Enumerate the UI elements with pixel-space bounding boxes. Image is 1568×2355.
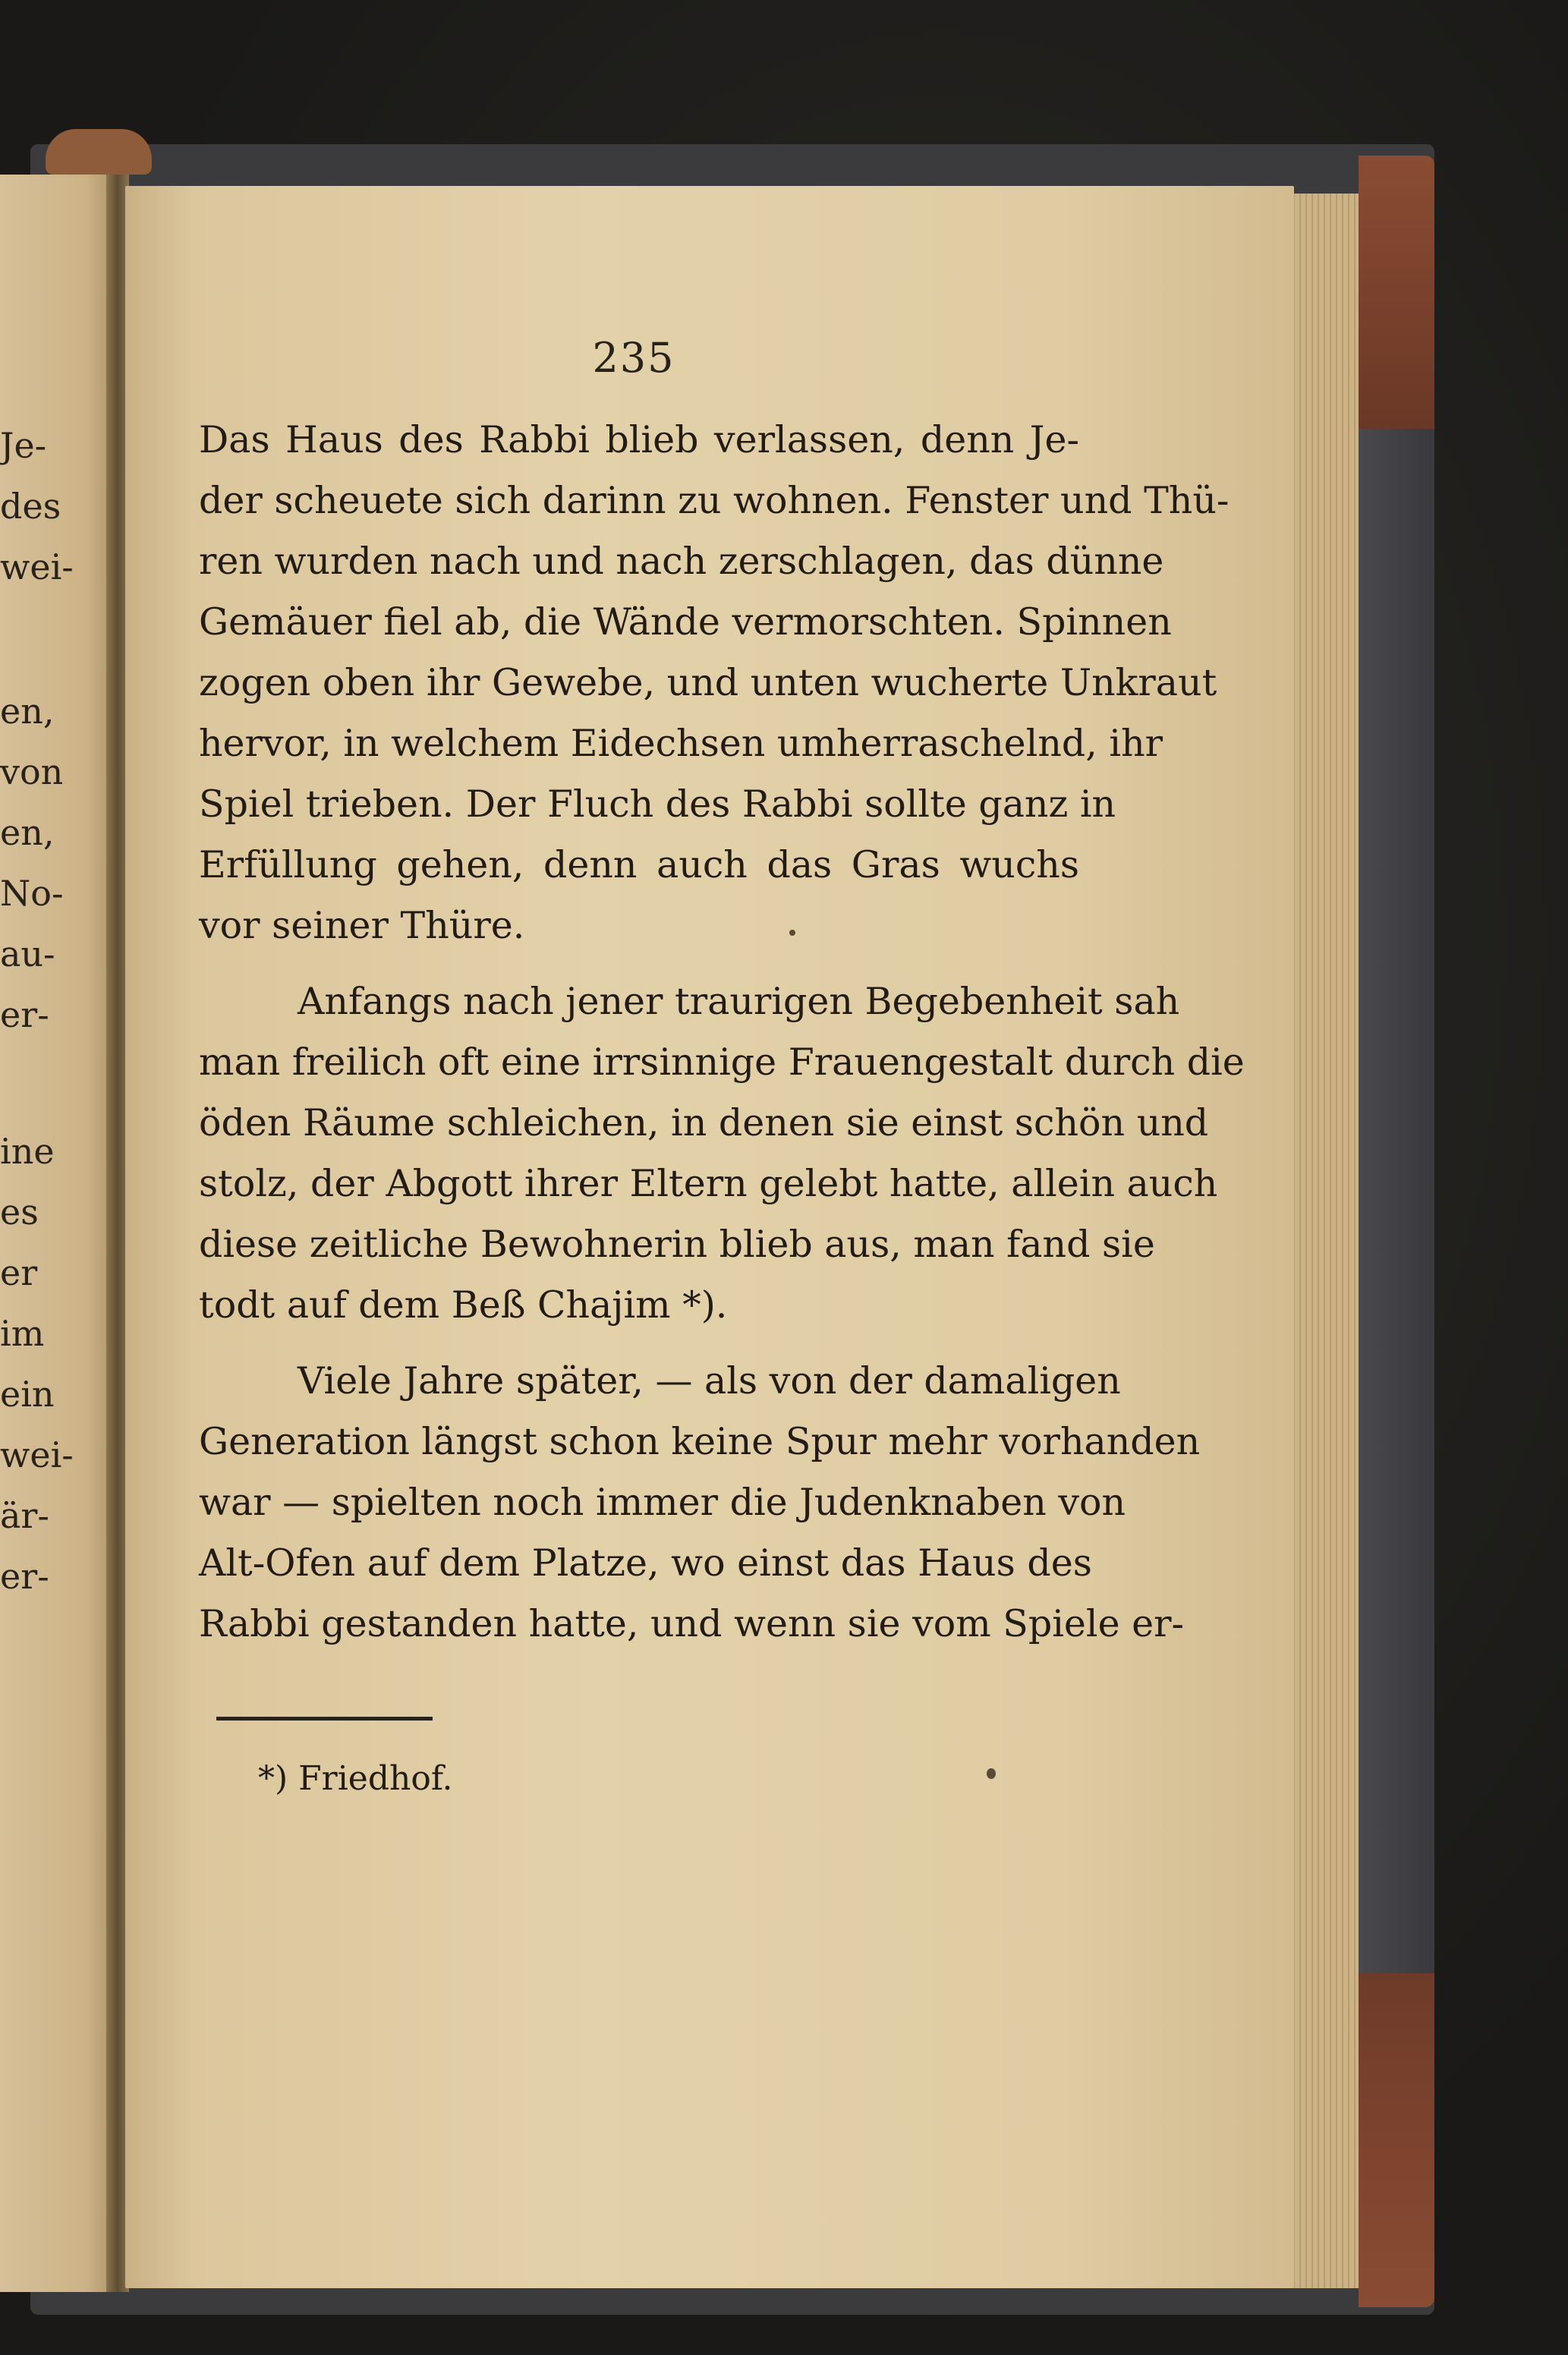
text-line: vor seiner Thüre. bbox=[199, 904, 525, 947]
text-line: ren wurden nach und nach zerschlagen, das dünne bbox=[199, 540, 1164, 583]
text-line: Rabbi gestanden hatte, und wenn sie vom Spiele er- bbox=[199, 1602, 1185, 1645]
text-line: der scheuete sich darinn zu wohnen. Fenster und Thü- bbox=[199, 479, 1230, 522]
previous-page-fragment: en, bbox=[0, 691, 55, 732]
text-line: war — spielten noch immer die Judenknaben von bbox=[199, 1481, 1126, 1524]
text-line: Gemäuer fiel ab, die Wände vermorschten. Spinnen bbox=[199, 600, 1172, 644]
previous-page-fragment: wei- bbox=[0, 1434, 74, 1475]
spine-leather bbox=[46, 129, 152, 175]
paragraph-1 bbox=[199, 410, 1230, 956]
previous-page-fragment: Je- bbox=[0, 425, 47, 466]
text-line: Alt-Ofen auf dem Platze, wo einst das Haus des bbox=[199, 1541, 1092, 1585]
paragraph-3 bbox=[199, 1351, 1201, 1654]
previous-page-fragment: en, bbox=[0, 812, 55, 853]
text-line: Anfangs nach jener traurigen Begebenheit sah bbox=[298, 980, 1180, 1023]
text-line: öden Räume schleichen, in denen sie einst schön und bbox=[199, 1101, 1209, 1144]
paper-speck bbox=[987, 1768, 996, 1779]
previous-page-fragment: wei- bbox=[0, 546, 74, 587]
previous-page bbox=[0, 175, 121, 2292]
text-line: Das Haus des Rabbi blieb verlassen, denn Je- bbox=[199, 418, 1079, 461]
text-line: diese zeitliche Bewohnerin blieb aus, man fand sie bbox=[199, 1223, 1155, 1266]
previous-page-fragment: es bbox=[0, 1192, 39, 1233]
previous-page-fragment: ein bbox=[0, 1374, 55, 1415]
previous-page-fragment: er- bbox=[0, 994, 49, 1035]
text-line: todt auf dem Beß Chajim *). bbox=[199, 1283, 728, 1327]
text-line: stolz, der Abgott ihrer Eltern gelebt hatte, allein auch bbox=[199, 1162, 1218, 1205]
page-body bbox=[199, 410, 1245, 1654]
page-stack-edge bbox=[1283, 194, 1359, 2288]
text-line: Erfüllung gehen, denn auch das Gras wuchs bbox=[199, 843, 1079, 886]
previous-page-fragment: au- bbox=[0, 933, 55, 974]
previous-page-fragment: er bbox=[0, 1252, 38, 1293]
text-line: Viele Jahre später, — als von der damaligen bbox=[298, 1359, 1121, 1403]
previous-page-fragment: von bbox=[0, 751, 64, 792]
previous-page-fragment: är- bbox=[0, 1495, 49, 1536]
leather-corner-top bbox=[1359, 156, 1434, 429]
previous-page-fragment: des bbox=[0, 486, 61, 527]
previous-page-fragment: ine bbox=[0, 1131, 55, 1172]
text-line: zogen oben ihr Gewebe, und unten wucherte Unkraut bbox=[199, 661, 1217, 704]
page-number: 235 bbox=[592, 334, 675, 382]
previous-page-fragment: No- bbox=[0, 873, 64, 914]
paragraph-2 bbox=[199, 971, 1245, 1336]
text-line: hervor, in welchem Eidechsen umherraschelnd, ihr bbox=[199, 722, 1163, 765]
leather-corner-bottom bbox=[1359, 1973, 1434, 2307]
previous-page-fragment: im bbox=[0, 1313, 45, 1354]
paper-speck bbox=[789, 930, 795, 936]
text-line: Generation längst schon keine Spur mehr vorhanden bbox=[199, 1420, 1201, 1463]
text-line: Spiel trieben. Der Fluch des Rabbi sollte ganz in bbox=[199, 782, 1116, 826]
previous-page-fragment: er- bbox=[0, 1556, 49, 1597]
footnote: *) Friedhof. bbox=[258, 1759, 453, 1798]
footnote-rule bbox=[216, 1717, 433, 1721]
text-line: man freilich oft eine irrsinnige Frauengestalt durch die bbox=[199, 1041, 1245, 1084]
